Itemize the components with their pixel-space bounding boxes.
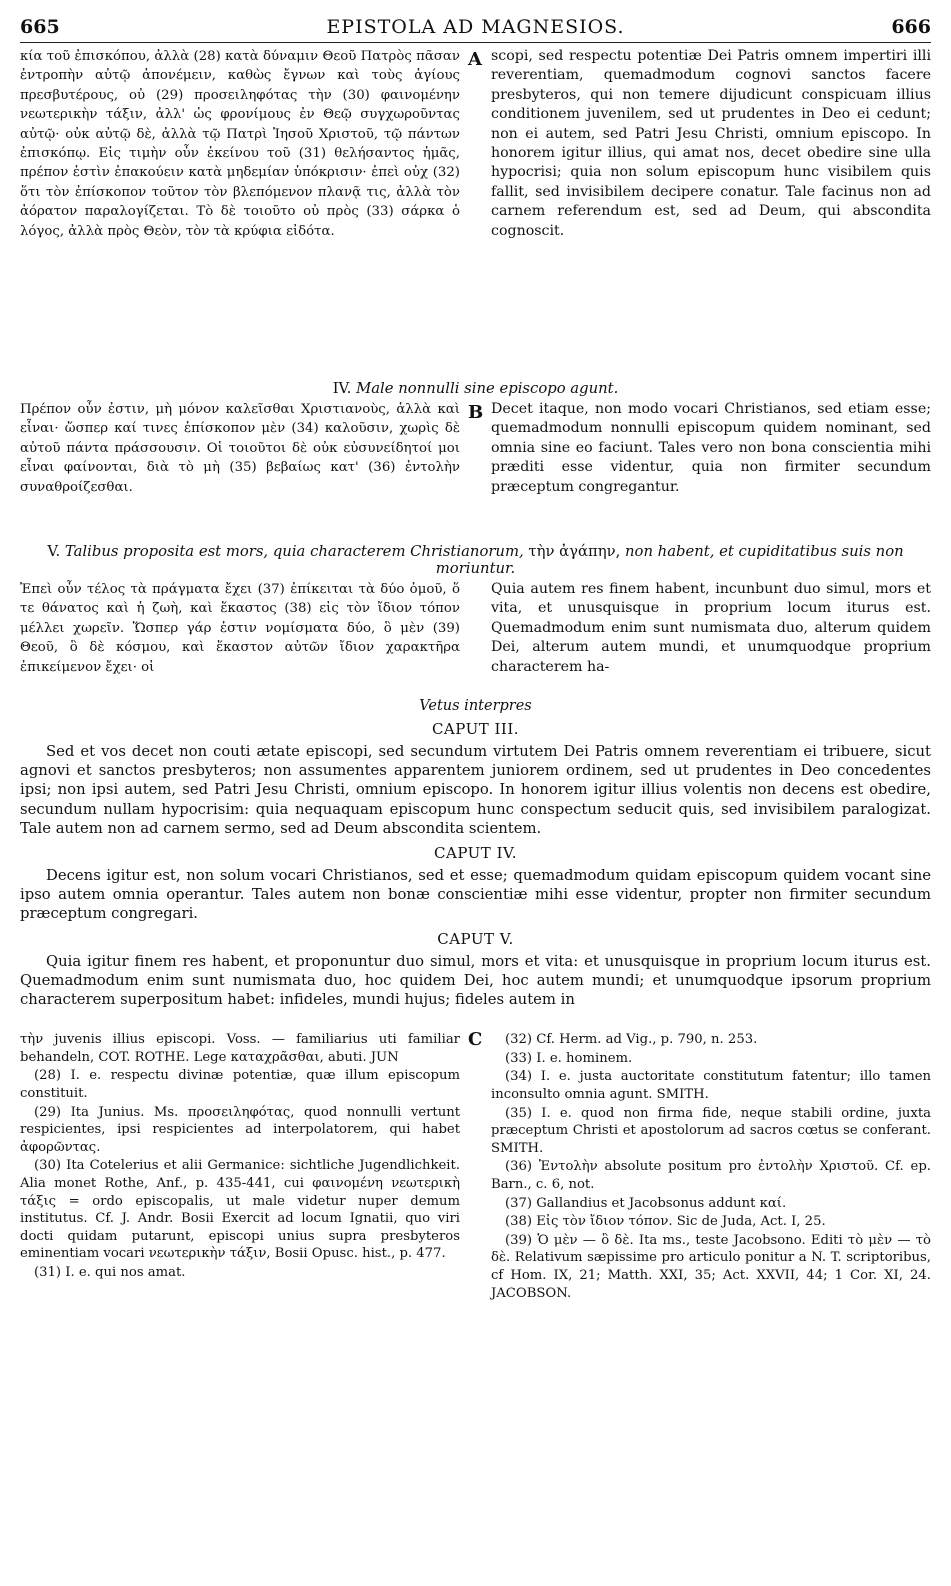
greek-text-3: Ἐπεὶ οὖν τέλος τὰ πράγματα ἔχει (37) ἐπίκειται τὰ δύο ὁμοῦ, ὅ τε θάνατος καὶ ἡ ζωὴ, καὶ ἕκαστος (38) εἰς τὸν ἴδιον τόπον μέλλει χωρεῖν. Ὥσπερ γάρ ἐστιν νομίσματα δύο, ὃ μὲν (39) Θεοῦ, ὃ δὲ κόσμου, καὶ ἕκαστον αὐτῶν ἴδιον χαρακτῆρα ἐπικείμενον ἔχει· οἱ: [20, 582, 460, 675]
caput-4-text: Decens igitur est, non solum vocari Christianos, sed et esse; quemadmodum quidam episcopum quidem vocant sine ipso autem omnia operantur. Tales autem non bonæ conscientiæ mihi esse videntur, propter non firmiter secundum præceptum congregari.: [20, 867, 931, 923]
greek-text-2: Πρέπον οὖν ἐστιν, μὴ μόνον καλεῖσθαι Χριστιανοὺς, ἀλλὰ καὶ εἶναι· ὥσπερ καί τινες ἐπίσκοπον μὲν (34) καλοῦσιν, χωρὶς δὲ αὐτοῦ πάντα πράσσουσιν. Οἱ τοιοῦτοι δὲ οὐκ εὐσυνείδητοί μοι εἶναι φαίνονται, διὰ τὸ μὴ (35) βεβαίως κατ' (36) ἐντολὴν συναθροίζεσθαι.: [20, 402, 460, 495]
section-4-text: Male nonnulli sine episcopo agunt.: [356, 380, 619, 397]
vetus-interpres-heading: Vetus interpres: [419, 698, 532, 714]
footnote: (36) Ἐντολὴν absolute positum pro ἐντολὴν Χριστοῦ. Cf. ep. Barn., c. 6, not.: [491, 1159, 931, 1192]
parallel-block-1: [20, 47, 931, 377]
footnote: (31) I. e. qui nos amat.: [34, 1264, 186, 1280]
section-5-text-b: non habent, et cupiditatibus suis non moriuntur.: [435, 543, 904, 577]
footnote: (37) Gallandius et Jacobsonus addunt καί.: [505, 1195, 787, 1211]
footnote: (29) Ita Junius. Ms. προσειληφότας, quod nonnulli vertunt respicientes, ipsi respicientes ad interpolatorem, qui habet ἀφορῶντας.: [20, 1104, 460, 1155]
left-page-number: 665: [20, 16, 60, 38]
caput-5-title: CAPUT V.: [437, 929, 514, 948]
caput-3-text: Sed et vos decet non couti ætate episcopi, sed secundum virtutem Dei Patris omnem reverentiam ei tribuere, sicut agnovi et sanctos presbyteros; non assumentes apparentem juniorem ordinem, sed ut prudentes in Deo concedentes ipsi; non ipsi autem, sed Patri Jesu Christi, omnium episcopo. In honorem igitur illius volentis non decens est obedire, secundum nullam hypocrisim: quia nequaquam episcopum hunc conspectum seducit quis, sed invisibilem paralogizat. Tale autem non ad carnem sermo, sed ad Deum abscondita scientem.: [20, 743, 931, 837]
caput-5-text: Quia igitur finem res habent, et proponuntur duo simul, mors et vita: et unusquisque in proprium locum iturus est. Quemadmodum enim sunt numismata duo, hoc quidem Dei, hoc autem mundi; et unumquodque ipsorum proprium characterem superpositum habet: infideles, mundi hujus; fideles autem in: [20, 952, 931, 1009]
running-title: EPISTOLA AD MAGNESIOS.: [326, 16, 625, 38]
footnote: (39) Ὁ μὲν — ὃ δὲ. Ita ms., teste Jacobsono. Editi τὸ μὲν — τὸ δὲ. Relativum sæpissime pro articulo ponitur a N. T. scriptoribus, cf Hom. IX, 21; Matth. XXI, 35; Act. XXVII, 44; 1 Cor. XI, 24. JACOBSON.: [491, 1232, 931, 1301]
greek-text-1: κία τοῦ ἐπισκόπου, ἀλλὰ (28) κατὰ δύναμιν Θεοῦ Πατρὸς πᾶσαν ἐντροπὴν αὐτῷ ἀπονέμειν, καθὼς ἔγνων καὶ τοὺς ἁγίους πρεσβυτέρους, οὐ (29) προσειληφότας τὴν (30) φαινομένην νεωτερικὴν τάξιν, ἀλλ' ὡς φρονίμους ἐν Θεῷ συγχωροῦντας αὐτῷ· οὐκ αὐτῷ δὲ, ἀλλὰ τῷ Πατρὶ Ἰησοῦ Χριστοῦ, τῷ πάντων ἐπισκόπῳ. Εἰς τιμὴν οὖν ἐκείνου τοῦ (31) θελήσαντος ἡμᾶς, πρέπον ἐστὶν ἐπακούειν κατὰ μηδεμίαν ὑπόκρισιν· ἐπεὶ οὐχ (32) ὅτι τὸν ἐπίσκοπον τοῦτον τὸν βλεπόμενον πλανᾷ τις, ἀλλὰ τὸν ἀόρατον παραλογίζεται. Τὸ δὲ τοιοῦτο οὐ πρὸς (33) σάρκα ὁ λόγος, ἀλλὰ πρὸς Θεὸν, τὸν τὰ κρύφια εἰδότα.: [20, 49, 460, 239]
page: [20, 12, 931, 1303]
latin-text-2: Decet itaque, non modo vocari Christianos, sed etiam esse; quemadmodum nonnulli episcopum quidem nominant, sed omnia sine eo faciunt. Tales vero non bona conscientia mihi præditi esse videntur, quia non firmiter secundum præceptum congregantur.: [491, 401, 931, 495]
footnote: (34) I. e. justa auctoritate constitutum fatentur; illo tamen inconsulto omnia agunt. SMITH.: [491, 1069, 931, 1103]
marker-c: C: [468, 1029, 483, 1051]
footnote: τὴν juvenis illius episcopi. Voss. — familiarius uti familiar behandeln, COT. ROTHE. Lege καταχρᾶσθαι, abuti. JUN: [20, 1032, 460, 1065]
footnotes-left: [20, 1031, 460, 1303]
footnote: (38) Εἰς τὸν ἴδιον τόπον. Sic de Juda, Act. I, 25.: [505, 1214, 826, 1230]
footnote: (32) Cf. Herm. ad Vig., p. 790, n. 253.: [505, 1032, 758, 1048]
latin-text-1: scopi, sed respectu potentiæ Dei Patris omnem impertiri illi reverentiam, quemadmodum cognovi sanctos facere presbyteros, qui non temere dijudicunt conspicuam illius conditionem juvenilem, sed ut prudentes in Deo ei cedunt; non ei autem, sed Patri Jesu Christi, omnium episcopo. In honorem igitur illius, qui amat nos, decet obedire sine ulla hypocrisi; quia non solum episcopum hunc visibilem quis fallit, sed invisibilem decipere conatur. Tale facinus non ad carnem referendum est, sed ad Deum, qui abscondita cognoscit.: [491, 48, 931, 239]
caput-4-title: CAPUT IV.: [434, 844, 517, 863]
parallel-block-2: [20, 400, 931, 540]
caput-3-title: CAPUT III.: [431, 720, 520, 738]
footnote: (33) I. e. hominem.: [505, 1050, 633, 1066]
section-5-number: V.: [47, 543, 61, 560]
running-header: [20, 12, 931, 43]
footnote: (35) I. e. quod non firma fide, neque stabili ordine, juxta præceptum Christi et apostolorum ad sacros cœtus se conferant. SMITH.: [491, 1105, 931, 1156]
section-5-title: [20, 543, 931, 577]
footnote: (30) Ita Cotelerius et alii Germanice: sichtliche Jugendlichkeit. Alia monet Rothe, Anf., p. 435-441, cui φαινομένη νεωτερικὴ τάξις = ordo episcopalis, ut male videtur nuper demum institutus. Cf. J. Andr. Bosii Exercit ad locum Ignatii, quo viri docti quidam putarunt, episcopi unius supra presbyteros eminentiam vocari νεωτερικὴν τάξιν, Bosii Opusc. hist., p. 477.: [20, 1158, 460, 1262]
footnotes-right: [491, 1031, 931, 1303]
latin-text-3: Quia autem res finem habent, incunbunt duo simul, mors et vita, et unusquisque in proprium locum iturus est. Quemadmodum enim sunt numismata duo, alterum quidem Dei, alterum autem mundi, et unumquodque proprium characterem ha-: [491, 581, 931, 675]
section-5-greek: τὴν ἀγάπην,: [528, 543, 621, 560]
section-4-number: IV.: [332, 380, 352, 397]
footnote: (28) I. e. respectu divinæ potentiæ, quæ illum episcopum constituit.: [20, 1068, 460, 1102]
marker-b: B: [468, 402, 484, 423]
marker-a: A: [468, 49, 482, 70]
section-5-text-a: Talibus proposita est mors, quia characterem Christianorum,: [64, 543, 524, 560]
footnotes: [20, 1031, 931, 1303]
section-4-title: [20, 380, 931, 397]
right-page-number: 666: [891, 16, 931, 38]
parallel-block-3: [20, 580, 931, 690]
